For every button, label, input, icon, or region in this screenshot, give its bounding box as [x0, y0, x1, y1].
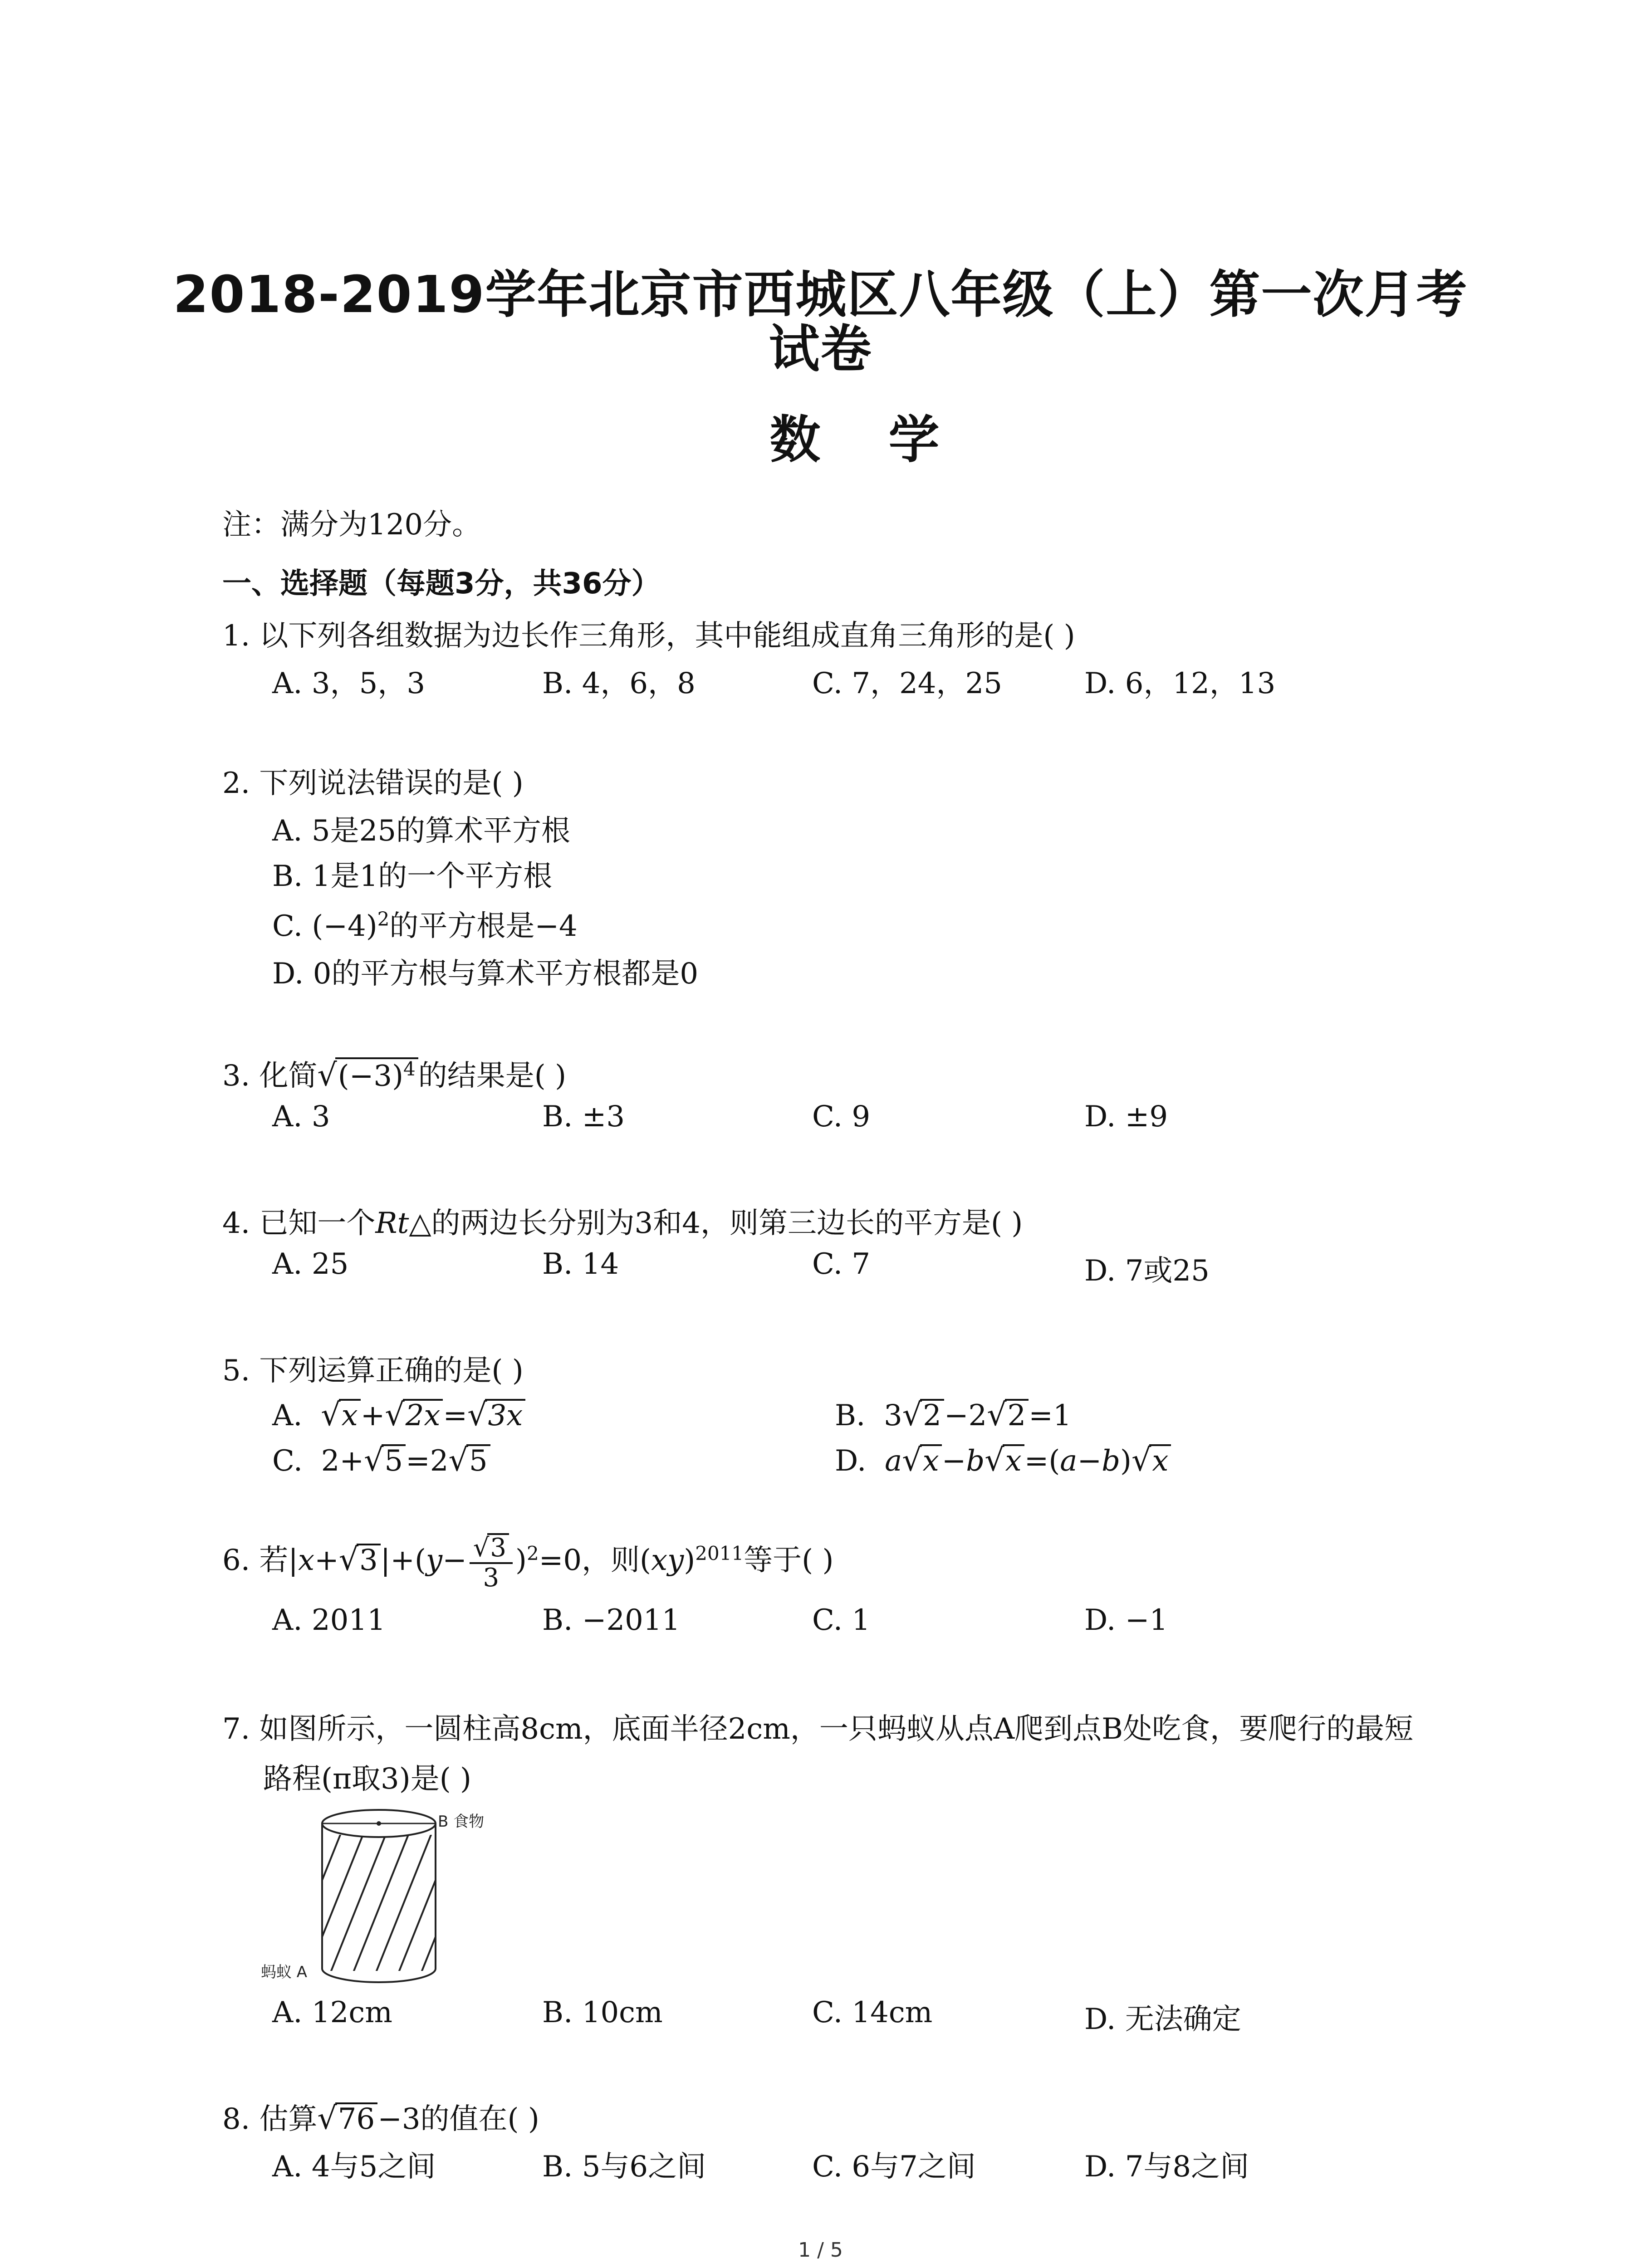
- fraction-sqrt3-over-3: $\frac{√3}{3}$: [470, 1533, 513, 1592]
- q7-stem-line2: 路程(π取3)是( ): [263, 1762, 471, 1796]
- subject-title: 数学: [769, 411, 1008, 469]
- cylinder-label-a: 蚂蚁 A: [261, 1963, 308, 1981]
- q2-stem: 2. 下列说法错误的是( ): [222, 767, 524, 800]
- q5-option-c: C. 2+√5=2√5: [272, 1442, 490, 1478]
- page-number: 1 / 5: [798, 2239, 843, 2262]
- score-note: 注：满分为120分。: [222, 508, 481, 542]
- q4-option-b: B. 14: [542, 1247, 619, 1281]
- q5-option-d: D. a√x−b√x=(a−b)√x: [835, 1442, 1171, 1478]
- q1-option-d: D. 6，12，13: [1084, 667, 1276, 700]
- exam-title-line1: 2018-2019学年北京市西城区八年级（上）第一次月考: [173, 265, 1468, 324]
- q6-option-d: D. −1: [1084, 1603, 1168, 1637]
- q1-option-a: A. 3，5，3: [272, 667, 426, 700]
- q5-option-b: B. 3√2−2√2=1: [835, 1397, 1072, 1433]
- q3-option-d: D. ±9: [1084, 1100, 1168, 1134]
- q7-option-d: D. 无法确定: [1084, 2003, 1241, 2036]
- q2-option-a: A. 5是25的算术平方根: [272, 814, 571, 848]
- q3-stem: 3. 化简$√(-3)^4$的结果是( ): [222, 1057, 567, 1093]
- q4-option-c: C. 7: [812, 1247, 871, 1281]
- q2-option-b: B. 1是1的一个平方根: [272, 860, 553, 893]
- q8-option-a: A. 4与5之间: [272, 2150, 436, 2184]
- q7-option-b: B. 10cm: [542, 1996, 663, 2029]
- q5-option-a: A. √x+√2x=√3x: [272, 1397, 525, 1433]
- q7-option-c: C. 14cm: [812, 1996, 933, 2029]
- q1-stem: 1. 以下列各组数据为边长作三角形，其中能组成直角三角形的是( ): [222, 619, 1075, 653]
- q8-stem: 8. 估算√76−3的值在( ): [222, 2101, 539, 2136]
- q7-option-a: A. 12cm: [272, 1996, 392, 2029]
- q1-option-c: C. 7，24，25: [812, 667, 1002, 700]
- q1-option-b: B. 4，6，8: [542, 667, 696, 700]
- q2-option-d: D. 0的平方根与算术平方根都是0: [272, 957, 699, 991]
- q8-option-d: D. 7与8之间: [1084, 2150, 1249, 2184]
- exam-title-line2: 试卷: [769, 320, 872, 379]
- q7-stem-line1: 7. 如图所示，一圆柱高8cm，底面半径2cm，一只蚂蚁从点A爬到点B处吃食，要爬行的最短: [222, 1712, 1414, 1746]
- q8-option-b: B. 5与6之间: [542, 2150, 706, 2184]
- q3-option-c: C. 9: [812, 1100, 871, 1134]
- q4-stem: 4. 已知一个Rt△的两边长分别为3和4，则第三边长的平方是( ): [222, 1207, 1023, 1240]
- radical-sign: √: [317, 1057, 337, 1093]
- q8-option-c: C. 6与7之间: [812, 2150, 976, 2184]
- q6-option-b: B. −2011: [542, 1603, 681, 1637]
- section-heading: 一、选择题（每题3分，共36分）: [222, 567, 661, 601]
- cylinder-label-b: B 食物: [438, 1813, 485, 1831]
- q5-stem: 5. 下列运算正确的是( ): [222, 1354, 524, 1388]
- q3-option-b: B. ±3: [542, 1100, 625, 1134]
- q6-option-c: C. 1: [812, 1603, 871, 1637]
- q6-stem: 6. 若|x+√3|+(y− $\frac{√3}{3}$ )$^2$=0，则(xy)$^{2011}$等于( ): [222, 1533, 834, 1593]
- q2-option-c: C. $(-4)^2$的平方根是−4: [272, 908, 578, 943]
- q6-option-a: A. 2011: [272, 1603, 386, 1637]
- q3-option-a: A. 3: [272, 1100, 330, 1134]
- q4-option-a: A. 25: [272, 1247, 349, 1281]
- q4-option-d: D. 7或25: [1084, 1254, 1210, 1288]
